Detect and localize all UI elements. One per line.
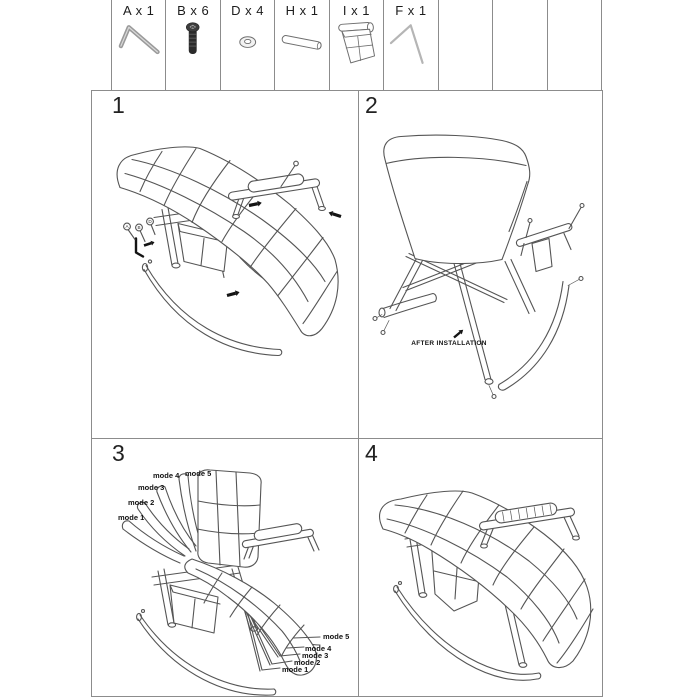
part-label-f: F x 1 <box>395 3 427 18</box>
step2-rear-view-drawing <box>359 91 602 438</box>
bolt-icon <box>166 15 219 87</box>
rear-frame <box>390 252 535 385</box>
steps-grid <box>91 90 603 697</box>
part-cell-i <box>329 0 383 90</box>
part-cell-h <box>274 0 328 90</box>
step4-assembled-chair-drawing <box>359 439 602 696</box>
step4-number: 4 <box>365 440 378 466</box>
step-panel-1 <box>92 91 359 439</box>
after-installation-note: AFTER INSTALLATION <box>411 340 487 347</box>
part-label-b: B x 6 <box>177 3 210 18</box>
allen-key-icon <box>112 15 165 87</box>
part-label-h: H x 1 <box>285 3 319 18</box>
backrest-mode-5-label: mode 5 <box>185 469 212 478</box>
rear-armrest <box>515 204 584 272</box>
backrest-mode-1-label: mode 1 <box>118 513 145 522</box>
callout-b: B <box>137 225 141 231</box>
part-label-d: D x 4 <box>231 3 265 18</box>
hardware-callouts <box>124 218 155 241</box>
backrest-rear <box>384 135 530 263</box>
part-cell-d <box>220 0 274 90</box>
callout-a: A <box>125 224 129 230</box>
left-rocker <box>373 294 436 335</box>
part-cell-f <box>383 0 437 90</box>
part-cell-b <box>165 0 219 90</box>
washer-icon <box>221 15 274 87</box>
step1-armrest-install-drawing <box>92 91 358 438</box>
storage-pocket <box>170 585 220 633</box>
part-cell-empty-2 <box>492 0 546 90</box>
part-cell-a <box>111 0 165 90</box>
step-panel-4 <box>359 439 602 696</box>
right-rocker <box>489 277 583 399</box>
parts-header-row <box>111 0 602 90</box>
step3-number: 3 <box>112 440 125 466</box>
footrest-mode-4-label: mode 4 <box>305 644 332 653</box>
step2-number: 2 <box>365 92 378 118</box>
callout-d: D <box>148 219 152 225</box>
footrest-mode-2-label: mode 2 <box>294 658 321 667</box>
footrest-mode-5-label: mode 5 <box>323 632 350 641</box>
step1-number: 1 <box>112 92 125 118</box>
allen-key-glyph <box>136 239 143 257</box>
storage-pocket-icon <box>330 15 383 87</box>
step-panel-2 <box>359 91 602 439</box>
footrest-mode-1-label: mode 1 <box>282 665 309 674</box>
armrest-tube-icon <box>275 15 328 87</box>
wrench-rod-icon <box>384 15 437 87</box>
backrest-mode-4-label: mode 4 <box>153 471 180 480</box>
bolt-position-marker <box>294 161 299 166</box>
part-cell-empty-3 <box>547 0 602 90</box>
step-panel-3 <box>92 439 359 696</box>
backrest-mode-2-label: mode 2 <box>128 498 155 507</box>
part-cell-empty-1 <box>438 0 492 90</box>
quilted-cushion <box>117 147 338 336</box>
part-label-i: I x 1 <box>342 3 370 18</box>
pointer-arrow <box>452 328 465 340</box>
part-label-a: A x 1 <box>123 3 155 18</box>
backrest-mode-3-label: mode 3 <box>138 483 165 492</box>
footrest-mode-3-label: mode 3 <box>302 651 329 660</box>
